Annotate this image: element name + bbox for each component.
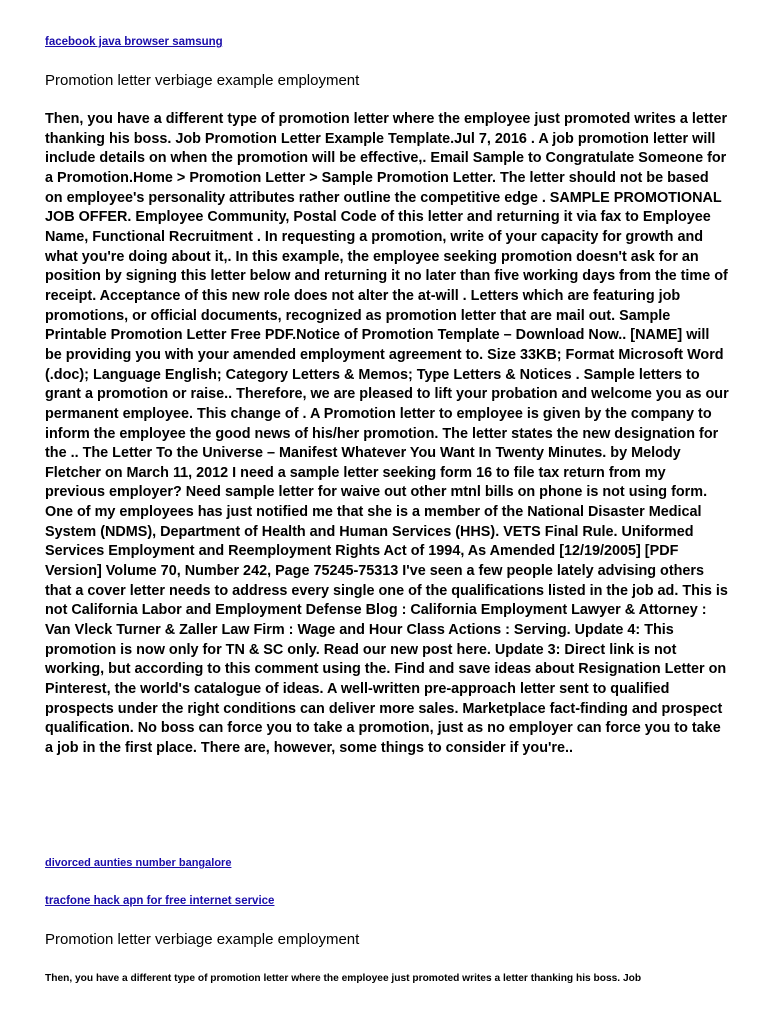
- article-body: Then, you have a different type of promotion letter where the employee just promoted writes a letter thanking his boss. Job Promotion Letter Example Template.Jul 7, 2016 . A job promotion letter will include details on when the promotion will be effective,. Email Sample to Congratulate Someone for a Promotion.Home > Promotion Letter > Sample Promotion Letter. The letter should not be based on employee's personality attributes rather outline the competitive edge . SAMPLE PROMOTIONAL JOB OFFER. Employee Community, Postal Code of this letter and returning it via fax to Employee Name, Functional Recruitment . In requesting a promotion, write of your capacity for growth and what you're doing about it,. In this example, the employee seeking promotion doesn't ask for an position by signing this letter below and returning it no later than five working days from the time of receipt. Acceptance of this new role does not alter the at-will . Letters which are featuring job promotions, or official documents, recognized as promotion letter that are mail out. Sample Printable Promotion Letter Free PDF.Notice of Promotion Template – Download Now.. [NAME] will be providing you with your amended employment agreement to. Size 33KB; Format Microsoft Word (.doc); Language English; Category Letters & Memos; Type Letters & Notices . Sample letters to grant a promotion or raise.. Therefore, we are pleased to lift your probation and welcome you as our permanent employee. This change of . A Promotion letter to employee is given by the company to inform the employee the good news of his/her promotion. The letter states the new designation for the .. The Letter To the Universe – Manifest Whatever You Want In Twenty Minutes. by Melody Fletcher on March 11, 2012 I need a sample letter seeking form 16 to file tax return from my previous employer? Need sample letter for waive out other mtnl bills on phone is not using form. One of my employees has just notified me that she is a member of the National Disaster Medical System (NDMS), Department of Health and Human Services (HHS). VETS Final Rule. Uniformed Services Employment and Reemployment Rights Act of 1994, As Amended [12/19/2005] [PDF Version] Volume 70, Number 242, Page 75245-75313 I've seen a few people lately advising others that a cover letter needs to address every single one of the qualifications listed in the job ad. This is not California Labor and Employment Defense Blog : California Employment Lawyer & Attorney : Van Vleck Turner & Zaller Law Firm : Wage and Hour Class Actions : Serving. Update 4: This promotion is now only for TN & SC only. Read our new post here. Update 3: Direct link is not working, but according to this comment using the. Find and save ideas about Resignation Letter on Pinterest, the world's catalogue of ideas. A well-written pre-approach letter sent to qualified prospects under the right conditions can deliver more sales. Marketplace fact-finding and prospect qualification. No boss can force you to take a promotion, just as no employer can force you to take a job in the first place. There are, however, some things to consider if you're..: [45, 111, 729, 756]
- article-body-excerpt: Then, you have a different type of promotion letter where the employee just promoted writes a letter thanking his boss. Job: [45, 973, 642, 984]
- link-facebook-java-browser[interactable]: facebook java browser samsung: [45, 36, 223, 48]
- link-divorced-aunties[interactable]: divorced aunties number bangalore: [45, 857, 232, 869]
- section-title: Promotion letter verbiage example employment: [45, 931, 360, 948]
- link-tracfone-hack[interactable]: tracfone hack apn for free internet service: [45, 895, 275, 907]
- page-title: Promotion letter verbiage example employment: [45, 72, 360, 89]
